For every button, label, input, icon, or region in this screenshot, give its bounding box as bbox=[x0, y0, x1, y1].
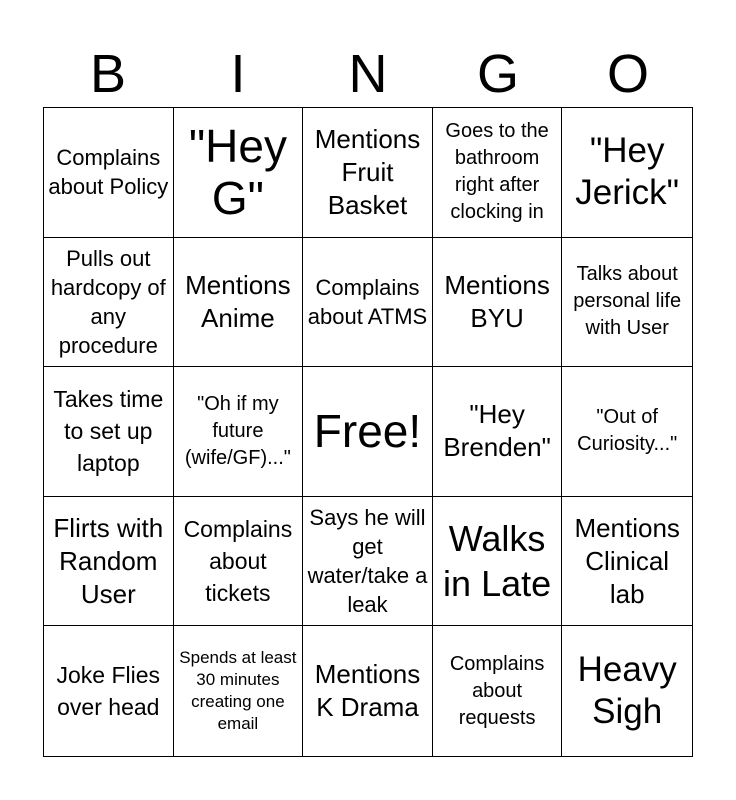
cell-text: "Oh if my future (wife/GF)..." bbox=[184, 392, 291, 469]
bingo-cell[interactable] bbox=[562, 497, 692, 627]
bingo-cell[interactable] bbox=[303, 497, 433, 627]
cell-text: Flirts with Random User bbox=[53, 512, 164, 609]
cell-text: Goes to the bathroom right after clocking in bbox=[445, 120, 549, 224]
bingo-cell[interactable] bbox=[303, 238, 433, 368]
free-space[interactable] bbox=[303, 367, 433, 497]
bingo-board bbox=[43, 107, 693, 757]
bingo-cell[interactable] bbox=[303, 626, 433, 756]
cell-text: Takes time to set up laptop bbox=[53, 386, 164, 477]
bingo-cell[interactable] bbox=[562, 367, 692, 497]
bingo-cell[interactable] bbox=[433, 626, 563, 756]
cell-text: "Out of Curiosity..." bbox=[577, 406, 678, 456]
cell-text: Mentions Fruit Basket bbox=[314, 123, 421, 220]
cell-text: Spends at least 30 minutes creating one email bbox=[179, 648, 297, 734]
bingo-cell[interactable] bbox=[433, 497, 563, 627]
cell-text: Heavy Sigh bbox=[577, 650, 677, 732]
bingo-cell[interactable] bbox=[562, 238, 692, 368]
bingo-cell[interactable] bbox=[433, 108, 563, 238]
bingo-cell[interactable] bbox=[303, 108, 433, 238]
bingo-cell[interactable] bbox=[174, 497, 304, 627]
cell-text: Complains about tickets bbox=[183, 516, 293, 607]
cell-text: Pulls out hardcopy of any procedure bbox=[50, 245, 166, 358]
cell-text: "Hey Jerick" bbox=[575, 131, 680, 213]
bingo-cell[interactable] bbox=[174, 108, 304, 238]
bingo-cell[interactable] bbox=[174, 238, 304, 368]
cell-text: Mentions Anime bbox=[185, 269, 291, 333]
cell-text: Walks in Late bbox=[443, 518, 552, 605]
bingo-cell[interactable] bbox=[44, 108, 174, 238]
cell-text: Complains about requests bbox=[449, 652, 545, 729]
bingo-cell[interactable] bbox=[44, 497, 174, 627]
header-letter-i: I bbox=[230, 44, 246, 104]
header-letter-b: B bbox=[89, 44, 127, 104]
bingo-cell[interactable] bbox=[562, 108, 692, 238]
bingo-cell[interactable] bbox=[174, 367, 304, 497]
cell-text: Says he will get water/take a leak bbox=[307, 505, 428, 618]
header-letter-g: G bbox=[476, 44, 519, 104]
header-letter-n: N bbox=[348, 44, 388, 104]
cell-text: Complains about Policy bbox=[48, 145, 169, 200]
cell-text: Mentions K Drama bbox=[314, 659, 421, 723]
bingo-header bbox=[43, 40, 693, 108]
cell-text: Free! bbox=[313, 405, 422, 458]
cell-text: Complains about ATMS bbox=[307, 274, 428, 329]
cell-text: Mentions BYU bbox=[444, 269, 550, 333]
bingo-cell[interactable] bbox=[44, 367, 174, 497]
bingo-cell[interactable] bbox=[174, 626, 304, 756]
bingo-cell[interactable] bbox=[433, 238, 563, 368]
cell-text: Joke Flies over head bbox=[56, 662, 161, 721]
cell-text: "Hey Brenden" bbox=[443, 399, 551, 463]
bingo-cell[interactable] bbox=[44, 238, 174, 368]
cell-text: "Hey G" bbox=[188, 120, 287, 225]
cell-text: Mentions Clinical lab bbox=[574, 512, 680, 609]
bingo-cell[interactable] bbox=[44, 626, 174, 756]
bingo-cell[interactable] bbox=[433, 367, 563, 497]
bingo-cell[interactable] bbox=[562, 626, 692, 756]
cell-text: Talks about personal life with User bbox=[573, 263, 682, 340]
header-letter-o: O bbox=[606, 44, 649, 104]
